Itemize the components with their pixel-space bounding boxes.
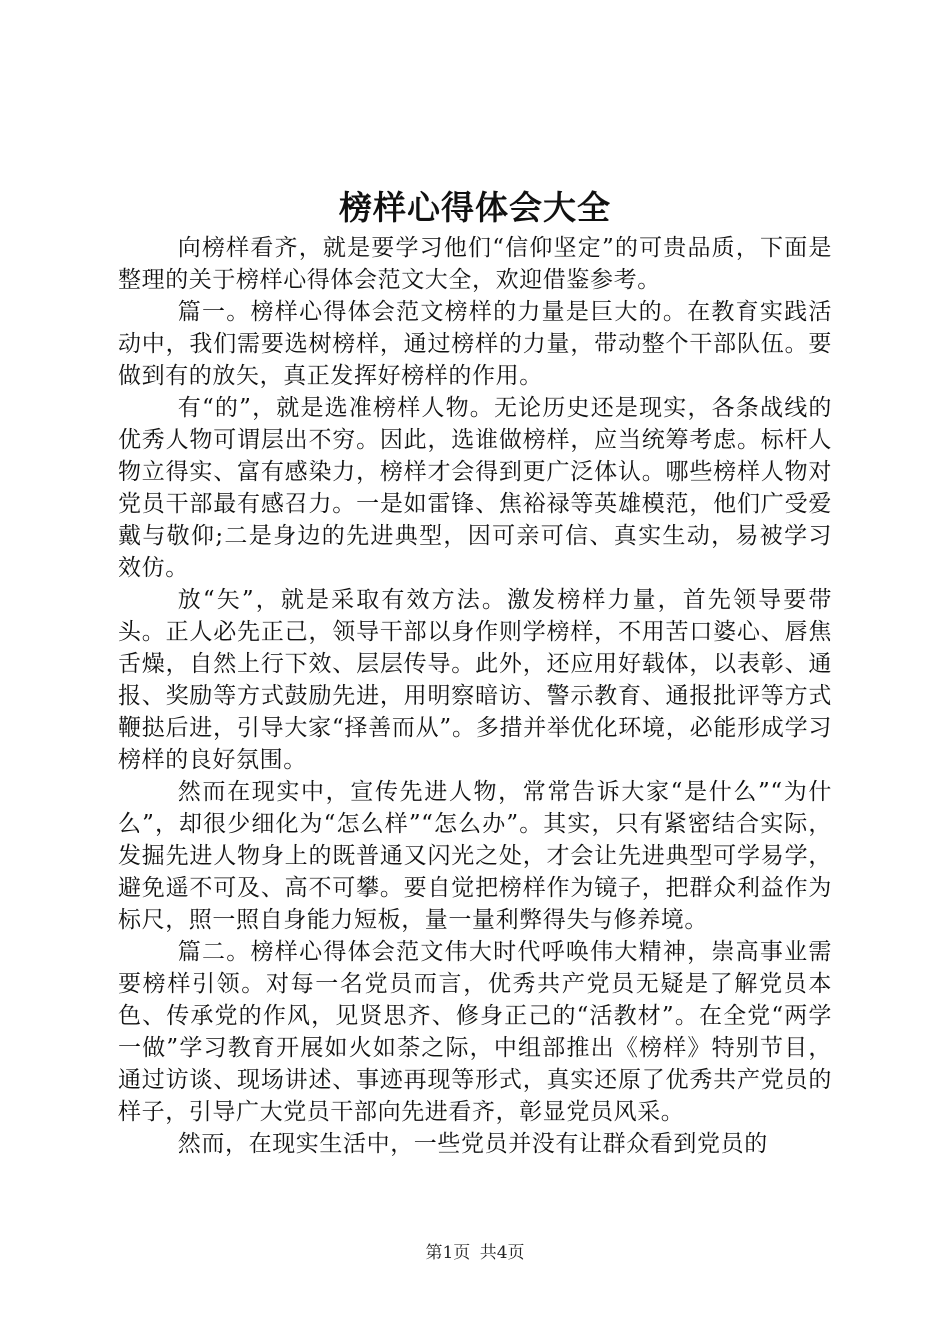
page-footer [0,1241,950,1265]
paragraph-3: 有“的”，就是选准榜样人物。无论历史还是现实，各条战线的优秀人物可谓层出不穷。因此，选谁做榜样，应当统筹考虑。标杆人物立得实、富有感染力，榜样才会得到更广泛体认。哪些榜样人物对党员干部最有感召力。一是如雷锋、焦裕禄等英雄模范，他们广受爱戴与敬仰;二是身边的先进典型，因可亲可信、真实生动，易被学习效仿。 [118,395,832,581]
document-body [118,232,832,1160]
paragraph-2: 篇一。榜样心得体会范文榜样的力量是巨大的。在教育实践活动中，我们需要选树榜样，通过榜样的力量，带动整个干部队伍。要做到有的放矢，真正发挥好榜样的作用。 [118,299,832,389]
page-total: 共4页 [479,1243,525,1263]
paragraph-1: 向榜样看齐，就是要学习他们“信仰坚定”的可贵品质，下面是整理的关于榜样心得体会范文大全，欢迎借鉴参考。 [118,235,832,293]
paragraph-4: 放“矢”，就是采取有效方法。激发榜样力量，首先领导要带头。正人必先正己，领导干部以身作则学榜样，不用苦口婆心、唇焦舌燥，自然上行下效、层层传导。此外，还应用好载体，以表彰、通报、奖励等方式鼓励先进，用明察暗访、警示教育、通报批评等方式鞭挞后进，引导大家“择善而从”。多措并举优化环境，必能形成学习榜样的良好氛围。 [118,587,832,773]
paragraph-6: 篇二。榜样心得体会范文伟大时代呼唤伟大精神，崇高事业需要榜样引领。对每一名党员而言，优秀共产党员无疑是了解党员本色、传承党的作风，见贤思齐、修身正己的“活教材”。在全党“两学一做”学习教育开展如火如荼之际，中组部推出《榜样》特别节目，通过访谈、现场讲述、事迹再现等形式，真实还原了优秀共产党员的样子，引导广大党员干部向先进看齐，彰显党员风采。 [118,939,832,1125]
document-title: 榜样心得体会大全 [339,188,611,227]
page-number: 第1页 [425,1243,471,1263]
paragraph-5: 然而在现实中，宣传先进人物，常常告诉大家“是什么”“为什么”，却很少细化为“怎么样”“怎么办”。其实，只有紧密结合实际，发掘先进人物身上的既普通又闪光之处，才会让先进典型可学易学，避免遥不可及、高不可攀。要自觉把榜样作为镜子，把群众利益作为标尺，照一照自身能力短板，量一量利弊得失与修养境。 [118,779,832,933]
paragraph-7: 然而，在现实生活中，一些党员并没有让群众看到党员的 [177,1131,768,1157]
